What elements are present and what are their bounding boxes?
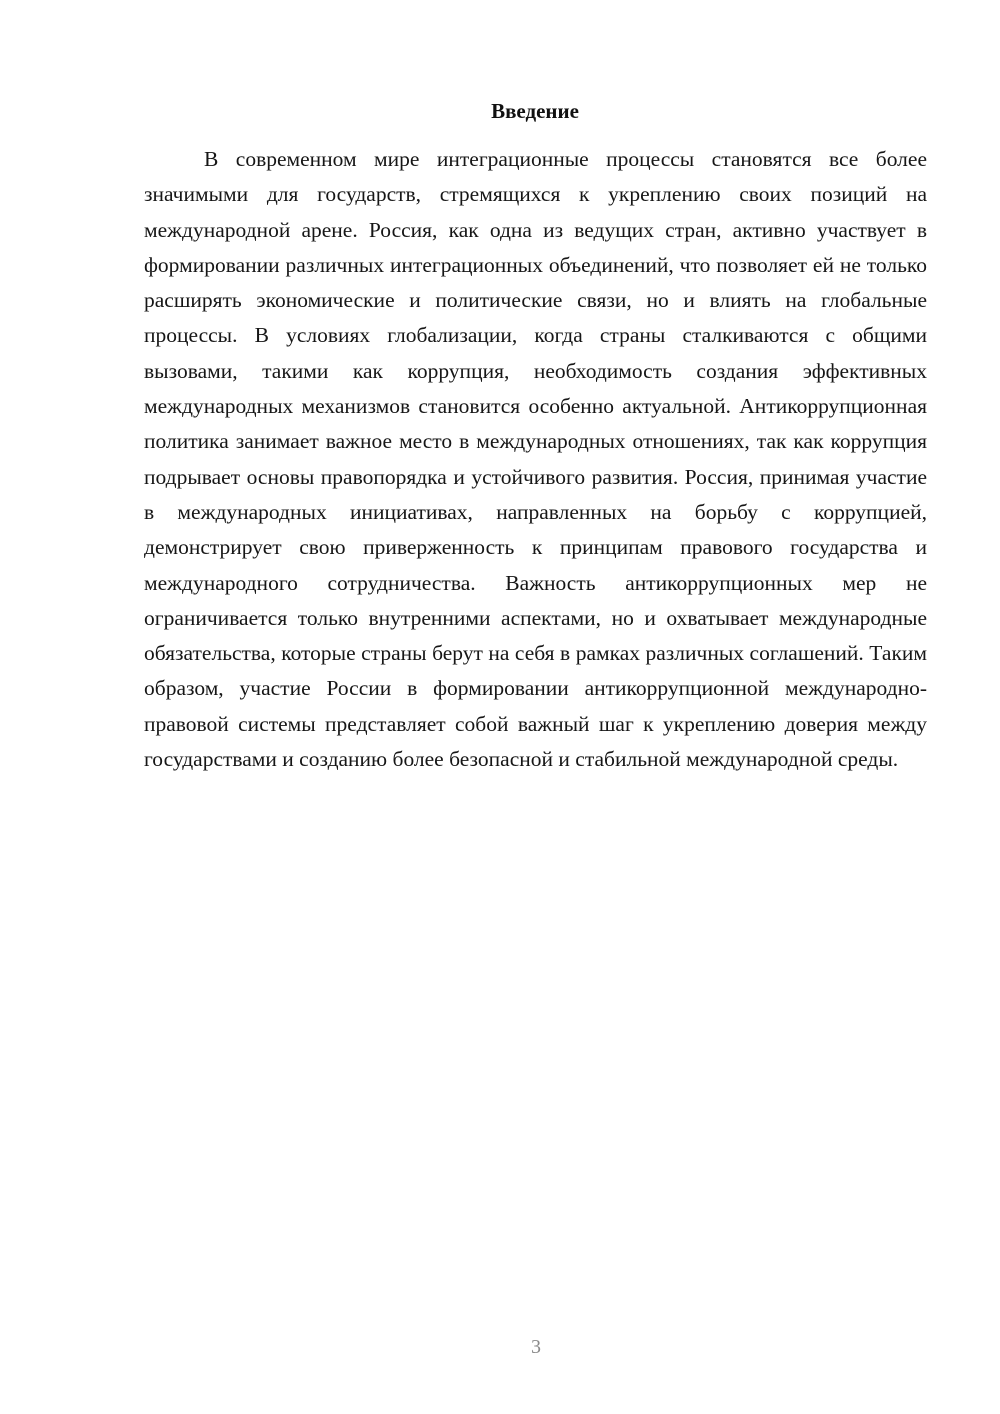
- section-heading: Введение: [491, 99, 579, 123]
- body-paragraph: В современном мире интеграционные процессы становятся все более значимыми для государств, стремящихся к укреплению своих позиций на международной арене. Россия, как одна из ведущих стран, активно участвует в формировании различных интеграционных объединений, что позволяет ей не только расширять экономические и политические связи, но и влиять на глобальные процессы. В условиях глобализации, когда страны сталкиваются с общими вызовами, такими как коррупция, необходимость создания эффективных международных механизмов становится особенно актуальной. Антикоррупционная политика занимает важное место в международных отношениях, так как коррупция подрывает основы правопорядка и устойчивого развития. Россия, принимая участие в международных инициативах, направленных на борьбу с коррупцией, демонстрирует свою приверженность к принципам правового государства и международного сотрудничества. Важность антикоррупционных мер не ограничивается только внутренними аспектами, но и охватывает международные обязательства, которые страны берут на себя в рамках различных соглашений. Таким образом, участие России в формировании антикоррупционной международно-правовой системы представляет собой важный шаг к укреплению доверия между государствами и созданию более безопасной и стабильной международной среды.: [144, 147, 927, 772]
- page-number: 3: [531, 1336, 541, 1358]
